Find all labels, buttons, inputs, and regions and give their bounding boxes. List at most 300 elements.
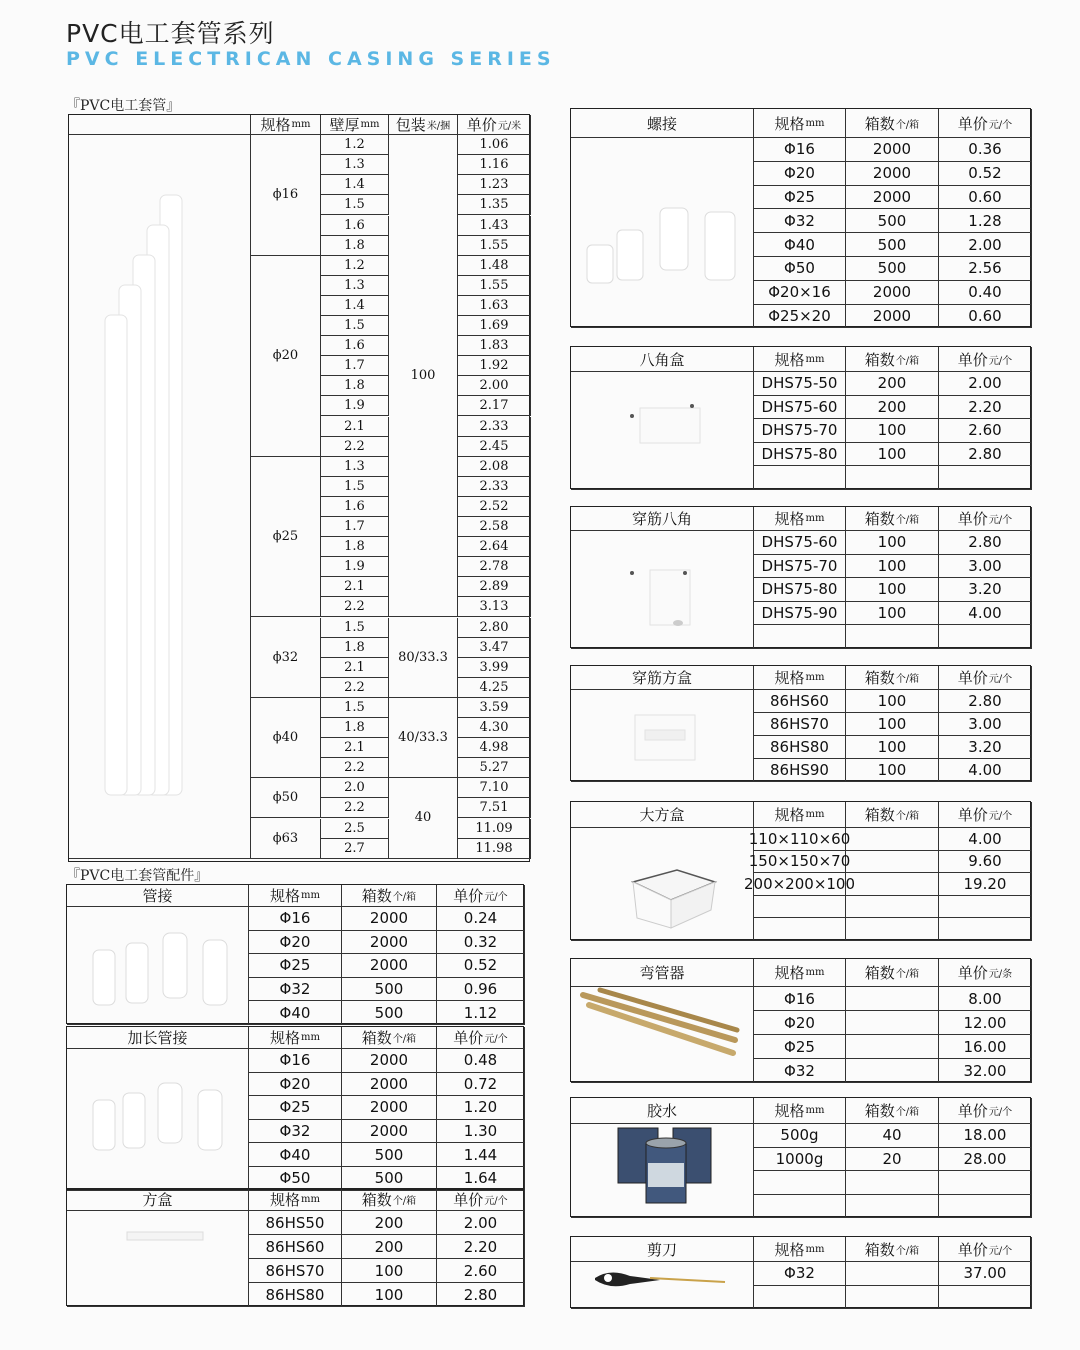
- pipe-thickness-cell: 1.7: [321, 517, 389, 537]
- price-cell: 1.44: [437, 1143, 525, 1167]
- pipe-thickness-cell: 1.3: [321, 457, 389, 477]
- pipe-price-cell: 4.98: [458, 738, 531, 758]
- pipe-thickness-cell: 2.1: [321, 658, 389, 678]
- spec-cell: [754, 625, 846, 649]
- pipe-price-cell: 2.00: [458, 376, 531, 396]
- scissors-image: [590, 1266, 730, 1291]
- pipe-thickness-cell: 1.3: [321, 276, 389, 296]
- qty-cell: 2000: [342, 954, 437, 978]
- pipe-spec-cell: ϕ25: [251, 457, 321, 618]
- price-cell: 2.80: [939, 690, 1032, 713]
- price-cell: 2.56: [939, 257, 1032, 281]
- pipe-price-cell: 4.25: [458, 678, 531, 698]
- pipe-price-cell: 2.08: [458, 457, 531, 477]
- spec-cell: Φ25: [754, 186, 846, 210]
- product-name-cell: 穿筋方盒: [571, 666, 754, 690]
- spec-cell: 150×150×70: [754, 851, 846, 874]
- pipe-thickness-cell: 1.8: [321, 718, 389, 738]
- price-cell: 4.00: [939, 759, 1032, 782]
- spec-cell: 500g: [754, 1124, 846, 1148]
- header-price: 单价 元/个: [939, 666, 1032, 690]
- price-cell: [939, 1286, 1032, 1310]
- pipe-price-cell: 1.83: [458, 336, 531, 356]
- price-cell: 1.28: [939, 209, 1032, 233]
- price-cell: 28.00: [939, 1148, 1032, 1172]
- price-cell: [939, 466, 1032, 490]
- qty-cell: 2000: [846, 186, 939, 210]
- header-spec: 规格 mm: [754, 1237, 846, 1262]
- pipe-price-cell: 1.92: [458, 356, 531, 376]
- spec-cell: Φ20: [249, 931, 342, 955]
- pipe-spec-cell: ϕ63: [251, 819, 321, 859]
- price-cell: [939, 625, 1032, 649]
- product-name-cell: 管接: [67, 885, 249, 907]
- qty-cell: [846, 1262, 939, 1286]
- price-cell: 0.96: [437, 978, 525, 1002]
- pipe-thickness-cell: 1.9: [321, 557, 389, 577]
- pipe-price-cell: 2.89: [458, 577, 531, 597]
- price-cell: 2.80: [437, 1283, 525, 1307]
- page-subtitle: PVC ELECTRICAN CASING SERIES: [66, 48, 556, 70]
- price-cell: 2.80: [939, 531, 1032, 555]
- pipe-thickness-cell: 2.2: [321, 597, 389, 617]
- price-cell: 3.00: [939, 555, 1032, 579]
- long-coupler-image: [88, 1075, 248, 1155]
- spec-cell: 86HS80: [249, 1283, 342, 1307]
- header-spec: 规格 mm: [249, 1027, 342, 1049]
- qty-cell: [846, 896, 939, 919]
- spec-cell: DHS75-70: [754, 555, 846, 579]
- pipe-price-cell: 2.58: [458, 517, 531, 537]
- pipe-thickness-cell: 1.7: [321, 356, 389, 376]
- header-spec: 规格 mm: [754, 1098, 846, 1124]
- pipe-spec-cell: ϕ50: [251, 778, 321, 818]
- spec-cell: Φ40: [249, 1001, 342, 1025]
- price-cell: 1.30: [437, 1120, 525, 1144]
- pipe-coupler-image: [88, 925, 248, 1010]
- large-square-box-image: [625, 860, 725, 930]
- glue-can-image: [608, 1118, 718, 1208]
- pipe-price-cell: 2.33: [458, 417, 531, 437]
- spec-cell: Φ16: [754, 138, 846, 162]
- qty-cell: 100: [846, 713, 939, 736]
- pipe-pack-cell: 40/33.3: [389, 698, 458, 778]
- pipe-spec-cell: ϕ16: [251, 135, 321, 256]
- qty-cell: 2000: [846, 138, 939, 162]
- pipe-price-cell: 3.47: [458, 638, 531, 658]
- pipe-price-cell: 1.55: [458, 276, 531, 296]
- spec-cell: Φ25: [754, 1035, 846, 1059]
- header-qty: 箱数 个/箱: [846, 347, 939, 372]
- header-qty: 箱数 个/箱: [342, 1189, 437, 1211]
- pipe-price-cell: 2.64: [458, 537, 531, 557]
- header-price: 单价 元/个: [437, 885, 525, 907]
- price-cell: 0.52: [939, 162, 1032, 186]
- pipe-price-cell: 1.23: [458, 175, 531, 195]
- header-spec: 规格 mm: [754, 109, 846, 138]
- price-cell: 2.80: [939, 443, 1032, 467]
- price-cell: 9.60: [939, 851, 1032, 874]
- spec-cell: Φ50: [754, 257, 846, 281]
- product-name-cell: 弯管器: [571, 959, 754, 987]
- qty-cell: 100: [846, 736, 939, 759]
- square-box-image: [125, 1226, 205, 1246]
- spec-cell: Φ32: [754, 209, 846, 233]
- qty-cell: 100: [846, 690, 939, 713]
- pipe-price-cell: 1.48: [458, 256, 531, 276]
- pipe-thickness-cell: 1.8: [321, 537, 389, 557]
- spec-cell: Φ16: [249, 1049, 342, 1073]
- product-name-cell: 方盒: [67, 1189, 249, 1211]
- product-name-cell: 胶水: [571, 1098, 754, 1124]
- pipe-thickness-cell: 2.0: [321, 778, 389, 798]
- pipe-pack-cell: 100: [389, 135, 458, 617]
- qty-cell: 100: [342, 1283, 437, 1307]
- spec-cell: Φ25: [249, 954, 342, 978]
- price-cell: 3.00: [939, 713, 1032, 736]
- pipe-thickness-cell: 2.1: [321, 577, 389, 597]
- pipe-price-cell: 1.43: [458, 216, 531, 236]
- qty-cell: [846, 1059, 939, 1083]
- qty-cell: 500: [846, 257, 939, 281]
- product-name-cell: 大方盒: [571, 802, 754, 828]
- price-cell: 2.00: [437, 1211, 525, 1235]
- pipe-price-cell: 1.06: [458, 135, 531, 155]
- price-cell: 0.32: [437, 931, 525, 955]
- spec-cell: [754, 896, 846, 919]
- pipe-thickness-cell: 2.2: [321, 437, 389, 457]
- spec-cell: [754, 918, 846, 941]
- spec-cell: Φ25×20: [754, 305, 846, 329]
- rebar-square-box-image: [625, 705, 705, 765]
- spec-cell: Φ32: [249, 978, 342, 1002]
- price-cell: 3.20: [939, 578, 1032, 602]
- pipe-thickness-cell: 1.4: [321, 296, 389, 316]
- qty-cell: 2000: [846, 305, 939, 329]
- spec-cell: Φ25: [249, 1096, 342, 1120]
- pipe-spec-cell: ϕ40: [251, 698, 321, 778]
- header-price: 单价 元/个: [939, 347, 1032, 372]
- price-cell: 2.00: [939, 372, 1032, 396]
- price-cell: 1.12: [437, 1001, 525, 1025]
- pipe-thickness-cell: 1.5: [321, 698, 389, 718]
- pipe-price-cell: 1.55: [458, 236, 531, 256]
- fittings-section-label: 『PVC电工套管配件』: [66, 868, 209, 884]
- spec-cell: DHS75-80: [754, 443, 846, 467]
- qty-cell: [846, 851, 939, 874]
- spec-cell: 86HS80: [754, 736, 846, 759]
- pipe-price-cell: 2.52: [458, 497, 531, 517]
- pipe-thickness-cell: 1.4: [321, 175, 389, 195]
- price-cell: 0.40: [939, 281, 1032, 305]
- qty-cell: 500: [342, 978, 437, 1002]
- qty-cell: 200: [846, 372, 939, 396]
- qty-cell: 40: [846, 1124, 939, 1148]
- spec-cell: Φ16: [754, 987, 846, 1011]
- spec-cell: 200×200×100: [754, 873, 846, 896]
- price-cell: 0.24: [437, 907, 525, 931]
- price-cell: 8.00: [939, 987, 1032, 1011]
- qty-cell: 2000: [342, 1073, 437, 1097]
- pipe-price-cell: 11.09: [458, 819, 531, 839]
- pipe-thickness-cell: 1.9: [321, 396, 389, 416]
- header-spec: 规格 mm: [754, 959, 846, 987]
- pipe-price-cell: 2.17: [458, 396, 531, 416]
- pipe-price-cell: 3.99: [458, 658, 531, 678]
- spec-cell: DHS75-90: [754, 602, 846, 626]
- price-cell: 16.00: [939, 1035, 1032, 1059]
- header-price: 单价 元/个: [437, 1027, 525, 1049]
- spec-cell: 1000g: [754, 1148, 846, 1172]
- pipe-thickness-cell: 1.5: [321, 195, 389, 215]
- qty-cell: 2000: [342, 1120, 437, 1144]
- qty-cell: 500: [342, 1001, 437, 1025]
- pipe-thickness-cell: 1.2: [321, 135, 389, 155]
- qty-cell: 200: [342, 1211, 437, 1235]
- price-cell: 0.52: [437, 954, 525, 978]
- pipe-bender-image: [575, 985, 745, 1065]
- qty-cell: 100: [342, 1259, 437, 1283]
- qty-cell: 2000: [342, 931, 437, 955]
- qty-cell: 100: [846, 443, 939, 467]
- pvc-pipes-image: [95, 190, 220, 800]
- price-cell: 2.20: [939, 396, 1032, 420]
- header-spec: 规格 mm: [754, 802, 846, 828]
- pipe-price-cell: 1.16: [458, 155, 531, 175]
- pipe-spec-cell: ϕ20: [251, 256, 321, 457]
- price-cell: [939, 896, 1032, 919]
- price-cell: 2.60: [939, 419, 1032, 443]
- page-title: PVC电工套管系列: [66, 19, 275, 48]
- header-qty: 箱数 个/箱: [846, 802, 939, 828]
- header-spec: 规格 mm: [754, 666, 846, 690]
- spec-cell: Φ40: [754, 233, 846, 257]
- pipe-price-cell: 2.33: [458, 477, 531, 497]
- qty-cell: 100: [846, 531, 939, 555]
- pipe-thickness-cell: 1.6: [321, 336, 389, 356]
- pipe-price-cell: 7.10: [458, 778, 531, 798]
- pipe-price-cell: 5.27: [458, 758, 531, 778]
- spec-cell: Φ20: [754, 1011, 846, 1035]
- spec-cell: [754, 466, 846, 490]
- qty-cell: 200: [846, 396, 939, 420]
- header-qty: 箱数 个/箱: [846, 507, 939, 531]
- price-cell: 18.00: [939, 1124, 1032, 1148]
- pipe-thickness-cell: 2.2: [321, 798, 389, 818]
- qty-cell: [846, 1286, 939, 1310]
- price-cell: [939, 918, 1032, 941]
- qty-cell: 100: [846, 419, 939, 443]
- header-price: 单价 元/个: [939, 507, 1032, 531]
- pipe-thickness-cell: 2.1: [321, 738, 389, 758]
- spec-cell: Φ20×16: [754, 281, 846, 305]
- pipe-thickness-cell: 2.7: [321, 839, 389, 859]
- spec-cell: 86HS60: [249, 1235, 342, 1259]
- screw-connector-image: [585, 200, 750, 290]
- header-qty: 箱数 个/箱: [342, 885, 437, 907]
- price-cell: 0.48: [437, 1049, 525, 1073]
- header-price: 单价 元/个: [437, 1189, 525, 1211]
- header-spec: 规格 mm: [249, 1189, 342, 1211]
- pipe-spec-cell: ϕ32: [251, 618, 321, 698]
- header-spec: 规格 mm: [754, 347, 846, 372]
- spec-cell: DHS75-60: [754, 531, 846, 555]
- price-cell: 0.60: [939, 186, 1032, 210]
- qty-cell: [846, 466, 939, 490]
- spec-cell: DHS75-80: [754, 578, 846, 602]
- qty-cell: 200: [342, 1235, 437, 1259]
- header-qty: 箱数 个/箱: [846, 109, 939, 138]
- product-table: [66, 1188, 524, 1306]
- spec-cell: 86HS70: [754, 713, 846, 736]
- price-cell: 2.00: [939, 233, 1032, 257]
- qty-cell: 100: [846, 759, 939, 782]
- pipe-thickness-cell: 1.5: [321, 477, 389, 497]
- spec-cell: 86HS70: [249, 1259, 342, 1283]
- pipe-price-cell: 1.63: [458, 296, 531, 316]
- product-name-cell: 八角盒: [571, 347, 754, 372]
- price-cell: 0.36: [939, 138, 1032, 162]
- price-cell: 0.60: [939, 305, 1032, 329]
- qty-cell: [846, 1011, 939, 1035]
- qty-cell: [846, 873, 939, 896]
- spec-cell: 86HS50: [249, 1211, 342, 1235]
- pipe-thickness-cell: 1.8: [321, 236, 389, 256]
- spec-cell: [754, 1171, 846, 1195]
- pipe-price-cell: 1.69: [458, 316, 531, 336]
- spec-cell: Φ32: [249, 1120, 342, 1144]
- pipe-pack-cell: 40: [389, 778, 458, 858]
- spec-cell: DHS75-50: [754, 372, 846, 396]
- pipe-pack-cell: 80/33.3: [389, 618, 458, 698]
- spec-cell: Φ20: [754, 162, 846, 186]
- header-price: 单价 元/个: [939, 1098, 1032, 1124]
- qty-cell: [846, 1035, 939, 1059]
- header-price: 单价 元/个: [939, 802, 1032, 828]
- spec-cell: Φ16: [249, 907, 342, 931]
- pipe-thickness-cell: 2.2: [321, 678, 389, 698]
- pipe-price-cell: 7.51: [458, 798, 531, 818]
- spec-cell: [754, 1286, 846, 1310]
- pipe-price-cell: 11.98: [458, 839, 531, 859]
- qty-cell: 500: [846, 233, 939, 257]
- product-name-cell: 穿筋八角: [571, 507, 754, 531]
- price-cell: 37.00: [939, 1262, 1032, 1286]
- spec-cell: Φ32: [754, 1059, 846, 1083]
- qty-cell: 2000: [342, 907, 437, 931]
- price-cell: [939, 1195, 1032, 1219]
- price-cell: 4.00: [939, 828, 1032, 851]
- pipe-thickness-cell: 2.5: [321, 819, 389, 839]
- spec-cell: 110×110×60: [754, 828, 846, 851]
- header-qty: 箱数 个/箱: [846, 1237, 939, 1262]
- spec-cell: Φ20: [249, 1073, 342, 1097]
- qty-cell: 20: [846, 1148, 939, 1172]
- rebar-octagon-box-image: [620, 555, 720, 635]
- pipe-thickness-cell: 1.8: [321, 376, 389, 396]
- header-spec: 规格 mm: [754, 507, 846, 531]
- qty-cell: 500: [342, 1143, 437, 1167]
- price-cell: 2.60: [437, 1259, 525, 1283]
- price-cell: 1.20: [437, 1096, 525, 1120]
- header-qty: 箱数 个/箱: [846, 1098, 939, 1124]
- header-qty: 箱数 个/箱: [846, 666, 939, 690]
- pipe-price-cell: 1.35: [458, 195, 531, 215]
- pipe-thickness-cell: 2.1: [321, 417, 389, 437]
- pipe-price-cell: 2.78: [458, 557, 531, 577]
- pipe-thickness-cell: 1.2: [321, 256, 389, 276]
- qty-cell: 100: [846, 602, 939, 626]
- spec-cell: Φ32: [754, 1262, 846, 1286]
- qty-cell: [846, 918, 939, 941]
- pipe-thickness-cell: 1.6: [321, 497, 389, 517]
- header-price: 单价 元/条: [939, 959, 1032, 987]
- qty-cell: 100: [846, 578, 939, 602]
- pipe-header-spec: 规格 mm: [251, 115, 321, 135]
- pipe-price-cell: 3.59: [458, 698, 531, 718]
- price-cell: 12.00: [939, 1011, 1032, 1035]
- qty-cell: 2000: [846, 162, 939, 186]
- header-qty: 箱数 个/箱: [342, 1027, 437, 1049]
- pipe-thickness-cell: 1.3: [321, 155, 389, 175]
- spec-cell: Φ50: [249, 1167, 342, 1191]
- pipe-header-pack: 包装 米/捆: [389, 115, 458, 135]
- pipe-thickness-cell: 1.5: [321, 618, 389, 638]
- price-cell: [939, 1171, 1032, 1195]
- price-cell: 0.72: [437, 1073, 525, 1097]
- header-qty: 箱数 个/箱: [846, 959, 939, 987]
- qty-cell: 100: [846, 555, 939, 579]
- qty-cell: [846, 1195, 939, 1219]
- qty-cell: 2000: [342, 1049, 437, 1073]
- product-name-cell: 加长管接: [67, 1027, 249, 1049]
- qty-cell: 500: [342, 1167, 437, 1191]
- product-name-cell: 螺接: [571, 109, 754, 138]
- octagon-box-image: [620, 398, 720, 453]
- product-name-cell: 剪刀: [571, 1237, 754, 1262]
- spec-cell: 86HS60: [754, 690, 846, 713]
- spec-cell: Φ40: [249, 1143, 342, 1167]
- pipe-thickness-cell: 2.2: [321, 758, 389, 778]
- pipe-price-cell: 2.80: [458, 618, 531, 638]
- pipe-price-cell: 2.45: [458, 437, 531, 457]
- price-cell: 1.64: [437, 1167, 525, 1191]
- pipes-section-label: 『PVC电工套管』: [66, 98, 181, 114]
- qty-cell: 500: [846, 209, 939, 233]
- qty-cell: [846, 625, 939, 649]
- header-price: 单价 元/个: [939, 1237, 1032, 1262]
- pipe-price-cell: 3.13: [458, 597, 531, 617]
- price-cell: 3.20: [939, 736, 1032, 759]
- spec-cell: 86HS90: [754, 759, 846, 782]
- qty-cell: [846, 1171, 939, 1195]
- pipe-thickness-cell: 1.8: [321, 638, 389, 658]
- price-cell: 19.20: [939, 873, 1032, 896]
- pipe-header-blank: [69, 115, 251, 135]
- pipe-header-thickness: 壁厚 mm: [321, 115, 389, 135]
- pipe-price-cell: 4.30: [458, 718, 531, 738]
- price-cell: 32.00: [939, 1059, 1032, 1083]
- qty-cell: [846, 987, 939, 1011]
- price-cell: 4.00: [939, 602, 1032, 626]
- qty-cell: 2000: [846, 281, 939, 305]
- spec-cell: [754, 1195, 846, 1219]
- header-price: 单价 元/个: [939, 109, 1032, 138]
- qty-cell: [846, 828, 939, 851]
- header-spec: 规格 mm: [249, 885, 342, 907]
- spec-cell: DHS75-70: [754, 419, 846, 443]
- qty-cell: 2000: [342, 1096, 437, 1120]
